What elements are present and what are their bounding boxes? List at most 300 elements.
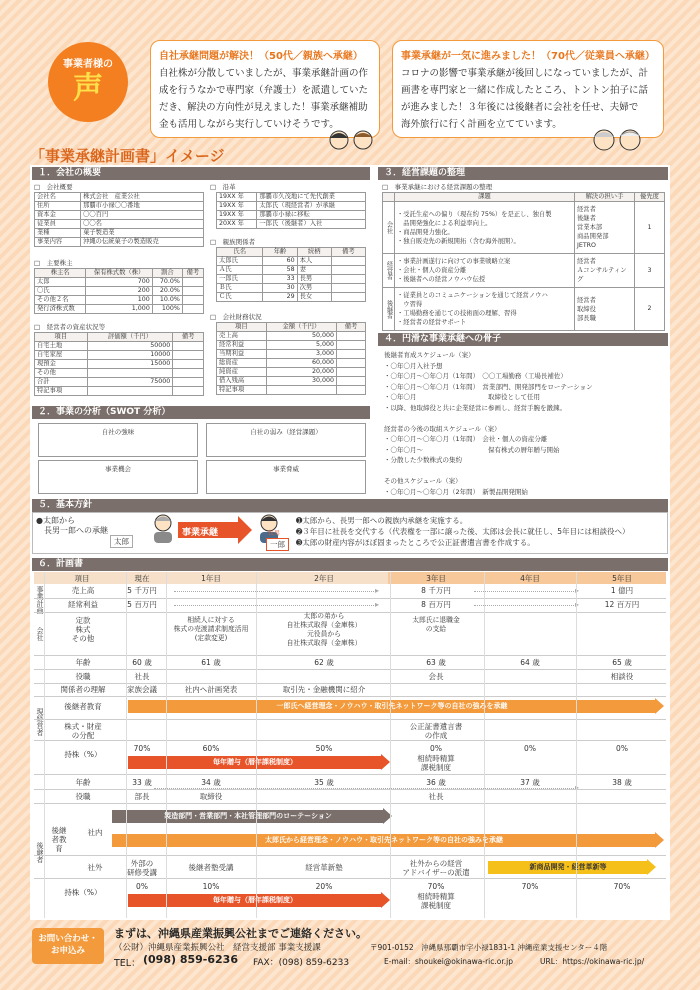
sales-y5: 1 億円 [610,586,634,595]
family-cell: 一郎氏 [217,275,263,284]
finance-header: 備考 [337,323,366,332]
shareholders-header: 株主名 [35,269,86,278]
cur-hold-0: 70% [133,744,151,753]
suc-edu-label: 後継者教育 [51,826,67,853]
testimonial-1-line: 金も活用しながら実行していけそうです。 [159,119,339,130]
arrow-gift-1: 毎年贈与（暦年課税制度） [128,756,382,769]
issue-owner-line: 取締役 [577,305,596,313]
cat-business: 事業計画 [36,586,44,614]
family-cell [331,284,365,293]
cur-age-2: 62 歳 [314,658,334,667]
arrow-gift-2: 毎年贈与（暦年課税制度） [128,894,382,907]
assets-cell [173,378,204,387]
shareholders-cell [182,305,203,314]
col-divider [256,572,257,918]
dist-label: 株式・財産 の分配 [64,722,102,740]
finance-cell [337,332,366,341]
succession-outline [384,350,664,497]
outline-line: 後継者育成スケジュール（案） [384,351,475,359]
testimonial-1-line: 成を行うなかで専門家（弁護士）を派遣していた [159,85,369,96]
shareholders-row [35,296,204,305]
swot-opportunity: 事業機会 [38,460,198,494]
issues-label: □ 事業承継における経営課題の整理 [382,183,493,191]
plan-col-0: 項目 [74,574,90,583]
swot-threat: 事業脅威 [206,460,366,494]
shareholders-row [35,278,204,287]
outline-line: ・〇年〇月〜〇年〇月（2年間） 新製品開発開始 [384,487,528,496]
family-cell: 本人 [297,257,331,266]
history-cell: 19XX 年 [217,193,257,202]
testimonial-1 [150,40,380,138]
family-cell: 33 [263,275,297,284]
assets-cell: 10000 [87,351,173,360]
assets-cell: 50000 [87,342,173,351]
assets-table [34,332,204,396]
footer-fax: FAX：(098) 859-6233 [253,958,350,968]
history-cell: 19XX 年 [217,202,257,211]
outline-line: ・以降、他取締役と共に企業経営に参画し、経営手腕を鍛錬。 [384,403,566,412]
voice-badge-line2: 声 [73,71,103,106]
assets-label: □ 経営者の資産状況等 [34,323,106,331]
corp-y1: 相続人に対する 株式の売渡請求制度活用 (定款変更) [173,616,249,642]
family-row [217,257,366,266]
outline-line: 経営者の今後の取組スケジュール（案） [384,424,501,433]
history-cell: 那覇市小禄に移転 [257,211,366,220]
row-divider [34,789,666,790]
finance-row [217,368,366,377]
row-divider [34,774,666,775]
assets-cell [173,342,204,351]
issue-line: ・商品開発力強化。 [397,228,454,236]
company-cell: 那覇市小禄〇〇番地 [81,202,204,211]
history-label: □ 沿革 [210,183,236,191]
shareholders-cell: 100 [86,296,152,305]
section-2-header: ２．事業の分析（SWOT 分析） [32,406,370,419]
issue-owner-line: Ａコンサルティン [577,267,627,274]
cur-role-now: 社長 [134,672,150,681]
shareholders-cell: その他２名 [35,296,86,305]
company-row [35,229,204,238]
suc-age-0: 33 歳 [132,778,152,787]
finance-cell [337,368,366,377]
testimonial-2-line: が進みました！３年後には後継者に会社を任せ、夫婦で [401,102,639,113]
issue-line: ・独自販売先の新規開拓（含む海外展開）。 [397,237,520,245]
shareholders-cell: 70.0% [152,278,182,287]
timeline-dots [474,591,574,592]
outline-line: ・分散した少数株式の集約 [384,456,462,464]
footer-org: （公財）沖縄県産業振興公社 経営支援部 事業支援課 [114,943,321,953]
testimonial-2 [392,40,664,138]
finance-cell: 純資産 [217,368,267,377]
finance-cell [337,377,366,386]
testimonial-2-line: コロナの影響で事業承継が後回しになっていましたが、計 [401,68,649,79]
issue-category: 会社 [383,202,395,254]
cur-hold-2: 50% [315,744,333,753]
cur-role-y5: 相談役 [610,672,634,681]
issue-line: ・後継者への経営ノウハウ伝授 [397,276,486,283]
row-divider [34,878,666,879]
plan-title: 「事業承継計画書」イメージ [30,147,225,165]
shareholders-header: 保有株式数（株） [86,269,152,278]
issues-table [382,192,665,331]
row-divider [34,740,666,741]
shareholders-cell: 太郎 [35,278,86,287]
suc-age-2: 35 歳 [314,778,334,787]
row-divider [34,655,666,656]
cur-age-4: 64 歳 [520,658,540,667]
finance-row [217,377,366,386]
profit-y3: 8 百万円 [421,600,451,609]
testimonial-1-line: だき、解決の方向性が見えました！事業承継補助 [159,102,368,113]
family-cell: 長女 [297,293,331,302]
footer-tel-label: TEL： [114,958,141,969]
outside-y1: 後継者塾受講 [188,863,234,872]
cur-age-label: 年齢 [75,658,91,667]
row-divider [34,719,666,720]
assets-row [35,369,204,378]
shareholders-header: 備考 [182,269,203,278]
assets-header: 備考 [173,333,204,342]
shareholders-cell [182,296,203,305]
assets-cell [87,387,173,396]
policy-to-relation: 長男 [268,530,281,537]
issue-owner [575,254,635,288]
finance-cell: 総資産 [217,359,267,368]
outline-line: ・〇年〇月〜 保有株式の暦年贈与開始 [384,445,560,454]
company-row [35,211,204,220]
contact-badge-line2: お申込み [50,946,85,956]
suc-age-5: 38 歳 [612,778,632,787]
assets-cell: 特記事項 [35,387,88,396]
issue-text [395,288,575,331]
relation-now: 家族会議 [127,685,157,694]
policy-point-3: ➌太郎の財産内容がほぼ固まったところで公正証書遺言書を作成する。 [296,538,535,547]
issue-owner-line: 経営者 [577,296,596,304]
shareholders-row [35,305,204,314]
finance-row [217,332,366,341]
assets-row [35,378,204,387]
issues-col-priority: 優先度 [635,193,665,202]
shareholders-cell: 発行済株式数 [35,305,86,314]
history-cell: 19XX 年 [217,211,257,220]
issue-priority: 2 [635,288,665,331]
dist-y3: 公正証書遺言書 の作成 [409,722,463,740]
finance-cell: 売上高 [217,332,267,341]
finance-header: 項目 [217,323,267,332]
finance-cell: 3,000 [266,350,336,359]
shareholders-cell: 200 [86,287,152,296]
cur-edu-label: 後継者教育 [64,702,102,711]
assets-cell: 合計 [35,378,88,387]
shareholders-row [35,287,204,296]
finance-row [217,350,366,359]
issue-owner-line: 経営者 [577,258,596,265]
assets-cell [87,369,173,378]
corp-label: 定款 株式 その他 [71,616,95,643]
cur-hold-1: 60% [202,744,220,753]
company-cell: 従業員 [35,220,81,229]
footer-lead: まずは、沖縄県産業振興公社までご連絡ください。 [114,927,367,940]
company-label: □ 会社概要 [34,183,73,191]
outside-label: 社外 [87,863,103,872]
suc-hold-3: 70% [427,882,445,891]
family-header: 備考 [331,248,365,257]
issue-owner-line: 商品開発部 [577,233,609,240]
issue-text [395,202,575,254]
col-divider [576,572,577,918]
person-taro-icon [150,513,176,545]
shareholders-cell: 100% [152,305,182,314]
voice-badge-line1: 事業者様の [63,59,113,70]
assets-header: 評価額（千円） [87,333,173,342]
company-cell: 資本金 [35,211,81,220]
finance-label: □ 会社財務状況 [210,313,262,321]
plan-col-5: 4年目 [520,574,540,583]
company-cell: 事業内容 [35,238,81,247]
suc-age-label: 年齢 [75,778,91,787]
outline-line: ・〇年〇月〜〇年〇月（1年間） 会社・個人の資産分離 [384,435,548,443]
policy-arrow-head [238,516,252,544]
cur-hold-5: 0% [616,744,628,753]
family-cell [331,293,365,302]
outside-y2: 経営革新塾 [305,863,343,872]
family-row [217,293,366,302]
finance-cell [337,350,366,359]
suc-hold-1: 10% [202,882,220,891]
tax-2: 相続時精算 課税制度 [417,892,455,910]
suc-age-1: 34 歳 [201,778,221,787]
col-divider [484,572,485,918]
timeline-dots [174,591,374,592]
family-cell [331,275,365,284]
issue-owner-line: JETRO [577,242,597,249]
suc-hold-4: 70% [521,882,539,891]
relation-label: 関係者の理解 [60,685,106,694]
issue-owner-line: 部長職 [577,314,596,322]
assets-row [35,351,204,360]
issue-owner [575,202,635,254]
testimonial-2-title: 事業承継が一気に進みました！（70代／従業員へ承継） [401,51,655,62]
company-cell: 菓子製造業 [81,229,204,238]
contact-badge [32,928,104,964]
policy-bullet-line2: 長男一郎への承継 [44,526,108,535]
company-cell: 住所 [35,202,81,211]
family-cell: 29 [263,293,297,302]
family-cell: Ａ氏 [217,266,263,275]
outline-line [384,466,664,477]
issue-priority: 1 [635,202,665,254]
issue-row [383,254,665,288]
issue-owner-line: 営業本部 [577,224,603,231]
family-cell: 長男 [297,275,331,284]
issues-col-owner: 解決の担い手 [575,193,635,202]
policy-point-1: ➊太郎から、長男一郎への親族内承継を実施する。 [296,516,468,525]
issue-line: ウ習得 [397,301,423,308]
relation-y1: 社内へ計画発表 [184,685,238,694]
issue-category: 経営者 [383,254,395,288]
col-divider [44,572,45,918]
assets-cell [173,351,204,360]
family-row [217,275,366,284]
issue-owner [575,288,635,331]
sales-label: 売上高 [71,586,95,595]
policy-from: 太郎 [110,535,133,548]
corp-y3: 太郎氏に退職金 の支給 [412,616,460,633]
profit-now: 5 百万円 [127,600,157,609]
history-row [217,202,366,211]
cur-age-1: 61 歳 [201,658,221,667]
row-divider [34,669,666,670]
family-cell: Ｂ氏 [217,284,263,293]
family-cell: 60 [263,257,297,266]
family-row [217,284,366,293]
footer-url[interactable]: URL：https://okinawa-ric.jp/ [540,957,645,966]
assets-row [35,342,204,351]
history-cell: 太郎氏（現経営者）が承継 [257,202,366,211]
finance-table [216,322,366,395]
history-table [216,192,366,229]
cur-role-y3: 会長 [428,672,444,681]
finance-cell: 30,000 [266,377,336,386]
assets-cell [173,387,204,396]
family-cell [331,266,365,275]
history-row [217,220,366,229]
finance-cell: 特記事項 [217,386,267,395]
finance-cell [337,359,366,368]
family-cell: 妻 [297,266,331,275]
row-divider [34,855,666,856]
outside-now: 外部の 研修受講 [127,859,157,877]
assets-row [35,387,204,396]
issue-line: 品開発強化による利益率向上。 [397,219,492,227]
shareholders-cell: 10.0% [152,296,182,305]
corp-y2: 太郎の弟から 自社株式取得（金庫株） 元役員から 自社株式取得（金庫株） [286,612,362,647]
assets-cell: 15000 [87,360,173,369]
swot-weakness: 自社の弱み（経営課題） [206,423,366,457]
issue-text [395,254,575,288]
history-cell: 一郎氏（後継者）入社 [257,220,366,229]
cur-hold-3: 0% [430,744,442,753]
suc-role-y3: 社長 [428,792,444,801]
finance-header: 金額（千円） [266,323,336,332]
plan-grid [34,572,666,920]
company-cell: 会社名 [35,193,81,202]
family-header: 氏名 [217,248,263,257]
cur-hold-label: 持株（%） [64,750,102,759]
issue-owner-line: グ [577,276,584,283]
suc-role-y1: 取締役 [199,792,223,801]
outline-line: ・〇年〇月〜〇年〇月（1年間） 営業部門、開発部門をローテーション [384,382,593,391]
profit-label: 経常利益 [68,600,98,609]
issue-line: ・工場勤務を通じての技術面の理解、習得 [397,310,517,317]
issue-line: ・従業員とのコミュニケーションを通じて経営ノウハ [397,292,548,299]
assets-row [35,360,204,369]
contact-badge-line1: お問い合わせ・ [38,934,98,944]
history-row [217,193,366,202]
assets-cell: 現預金 [35,360,88,369]
company-cell: 沖縄の伝統菓子の製造販売 [81,238,204,247]
company-row [35,238,204,247]
cur-hold-4: 0% [524,744,536,753]
testimonial-2-line: 海外旅行に行く計画を立てています。 [401,119,562,130]
col-divider [126,572,127,918]
company-row [35,193,204,202]
suc-hold-5: 70% [613,882,631,891]
suc-age-3: 36 歳 [426,778,446,787]
row-divider [34,696,666,697]
company-cell: 〇〇百円 [81,211,204,220]
footer-email[interactable]: E-mail：shoukei@okinawa-ric.or.jp [384,957,513,966]
col-divider [166,572,167,918]
shareholders-cell [182,287,203,296]
finance-row [217,359,366,368]
assets-cell [173,369,204,378]
row-divider [34,683,666,684]
shareholders-table [34,268,204,314]
family-cell: Ｃ氏 [217,293,263,302]
cur-age-0: 60 歳 [132,658,152,667]
finance-cell: 60,000 [266,359,336,368]
arrow-rotation: 製造部門・営業部門・本社管理部門のローテーション [112,810,384,823]
issue-line: ・受託生産への偏り（現在約 75%）を是正し、独自製 [397,210,552,218]
profit-y5: 12 百万円 [604,600,640,609]
outline-line: ・〇年〇月〜〇年〇月（1年間） 〇〇工場勤務（工場長補佐） [384,372,567,380]
suc-hold-label: 持株（%） [64,888,102,897]
issue-priority: 3 [635,254,665,288]
arrow-cur-edu: 一郎氏へ経営理念・ノウハウ・取引先ネットワーク等の自社の強みを承継 [128,700,656,713]
family-cell: 30 [263,284,297,293]
people-illustration-2 [588,125,648,157]
finance-cell: 20,000 [266,368,336,377]
footer-address: 〒901-0152 沖縄県那覇市字小禄1831-1 沖縄産業支援センター４階 [370,943,608,952]
suc-age-4: 37 歳 [520,778,540,787]
testimonial-1-title: 自社承継問題が解決！（50代／親族へ承継） [159,51,363,62]
family-cell: 太郎氏 [217,257,263,266]
suc-hold-0: 0% [136,882,148,891]
finance-cell: 50,000 [266,332,336,341]
assets-cell [173,360,204,369]
tax-1: 相続時精算 課税制度 [417,754,455,772]
policy-to: 一郎 [266,538,289,551]
outline-line: ・〇年〇月 取締役として任用 [384,393,540,401]
finance-cell [337,386,366,395]
issue-line: ・事業計画遂行に向けての事業戦略立案 [397,258,511,265]
plan-col-2: 1年目 [201,574,221,583]
issue-category: 後継者 [383,288,395,331]
finance-cell: 借入残高 [217,377,267,386]
arrow-new-product: 新商品開発・経営革新等 [488,861,648,874]
plan-col-3: 2年目 [314,574,334,583]
col-divider [390,572,391,918]
policy-bullet: ●太郎から [36,516,75,525]
footer-tel[interactable]: (098) 859-6236 [143,953,238,966]
outside-y3: 社外からの経営 アドバイザーの派遣 [402,859,470,877]
assets-cell: その他 [35,369,88,378]
sales-now: 5 千万円 [127,586,157,595]
cat-company: 会社 [36,627,44,641]
suc-hold-2: 20% [315,882,333,891]
finance-cell [266,386,336,395]
finance-cell: 当期利益 [217,350,267,359]
finance-row [217,386,366,395]
issues-col-issue: 課題 [395,193,575,202]
suc-role-now: 部長 [134,792,150,801]
testimonial-1-line: 自社株が分散していましたが、事業承継計画の作 [159,68,369,79]
history-cell: 20XX 年 [217,220,257,229]
issue-row [383,288,665,331]
shareholders-cell: 20.0% [152,287,182,296]
outline-line: ・〇年〇月入社予想 [384,361,443,370]
